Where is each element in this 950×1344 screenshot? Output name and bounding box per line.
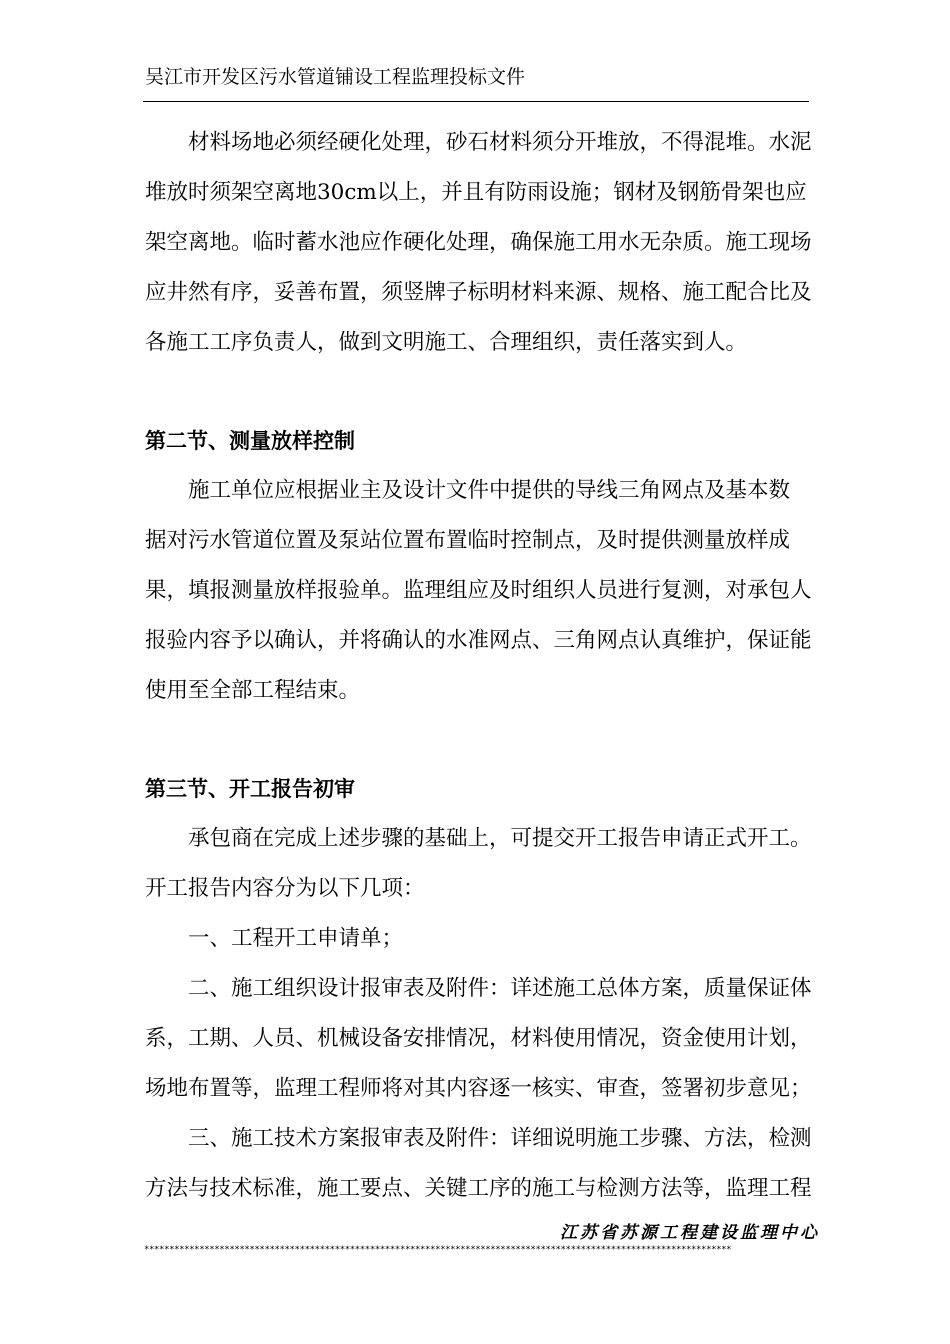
intro-line-2: 堆放时须架空离地30cm以上，并且有防雨设施；钢材及钢筋骨架也应 — [145, 180, 807, 205]
document-body — [145, 118, 905, 1214]
section-3-line-2: 开工报告内容分为以下几项： — [145, 876, 425, 901]
intro-line-1: 材料场地必须经硬化处理，砂石材料须分开堆放，不得混堆。水泥 — [188, 130, 812, 155]
section-2-line-1: 施工单位应根据业主及设计文件中提供的导线三角网点及基本数 — [188, 478, 791, 503]
footer-star-divider: ********************************************************************************************************************* — [144, 1245, 732, 1255]
section-3-line-5: 系，工期、人员、机械设备安排情况，材料使用情况，资金使用计划， — [145, 1026, 812, 1051]
intro-line-4: 应井然有序，妥善布置，须竖牌子标明材料来源、规格、施工配合比及 — [145, 280, 812, 305]
section-3-line-3: 一、工程开工申请单； — [188, 926, 404, 951]
section-3-heading: 第三节、开工报告初审 — [145, 777, 355, 801]
section-3-line-8: 方法与技术标准，施工要点、关键工序的施工与检测方法等，监理工程 — [145, 1176, 812, 1201]
section-3-line-7: 三、施工技术方案报审表及附件：详细说明施工步骤、方法，检测 — [188, 1126, 812, 1151]
section-2-line-5: 使用至全部工程结束。 — [145, 678, 361, 703]
section-2-line-4: 报验内容予以确认，并将确认的水准网点、三角网点认真维护，保证能 — [145, 628, 812, 653]
section-3-line-4: 二、施工组织设计报审表及附件：详述施工总体方案，质量保证体 — [188, 976, 812, 1001]
spacer — [145, 716, 905, 764]
section-3-line-6: 场地布置等，监理工程师将对其内容逐一核实、审查，签署初步意见； — [145, 1076, 812, 1101]
header-divider — [143, 101, 809, 102]
intro-line-5: 各施工工序负责人，做到文明施工、合理组织，责任落实到人。 — [145, 330, 748, 355]
section-3-line-1: 承包商在完成上述步骤的基础上，可提交开工报告申请正式开工。 — [188, 826, 812, 851]
spacer — [145, 368, 905, 416]
section-2-line-3: 果，填报测量放样报验单。监理组应及时组织人员进行复测，对承包人 — [145, 578, 812, 603]
intro-line-3: 架空离地。临时蓄水池应作硬化处理，确保施工用水无杂质。施工现场 — [145, 230, 812, 255]
section-2-line-2: 据对污水管道位置及泵站位置布置临时控制点，及时提供测量放样成 — [145, 528, 791, 553]
footer-organization: 江苏省苏源工程建设监理中心 — [560, 1223, 820, 1243]
section-2-heading: 第二节、测量放样控制 — [145, 429, 355, 453]
document-header-title: 吴江市开发区污水管道铺设工程监理投标文件 — [145, 66, 526, 88]
